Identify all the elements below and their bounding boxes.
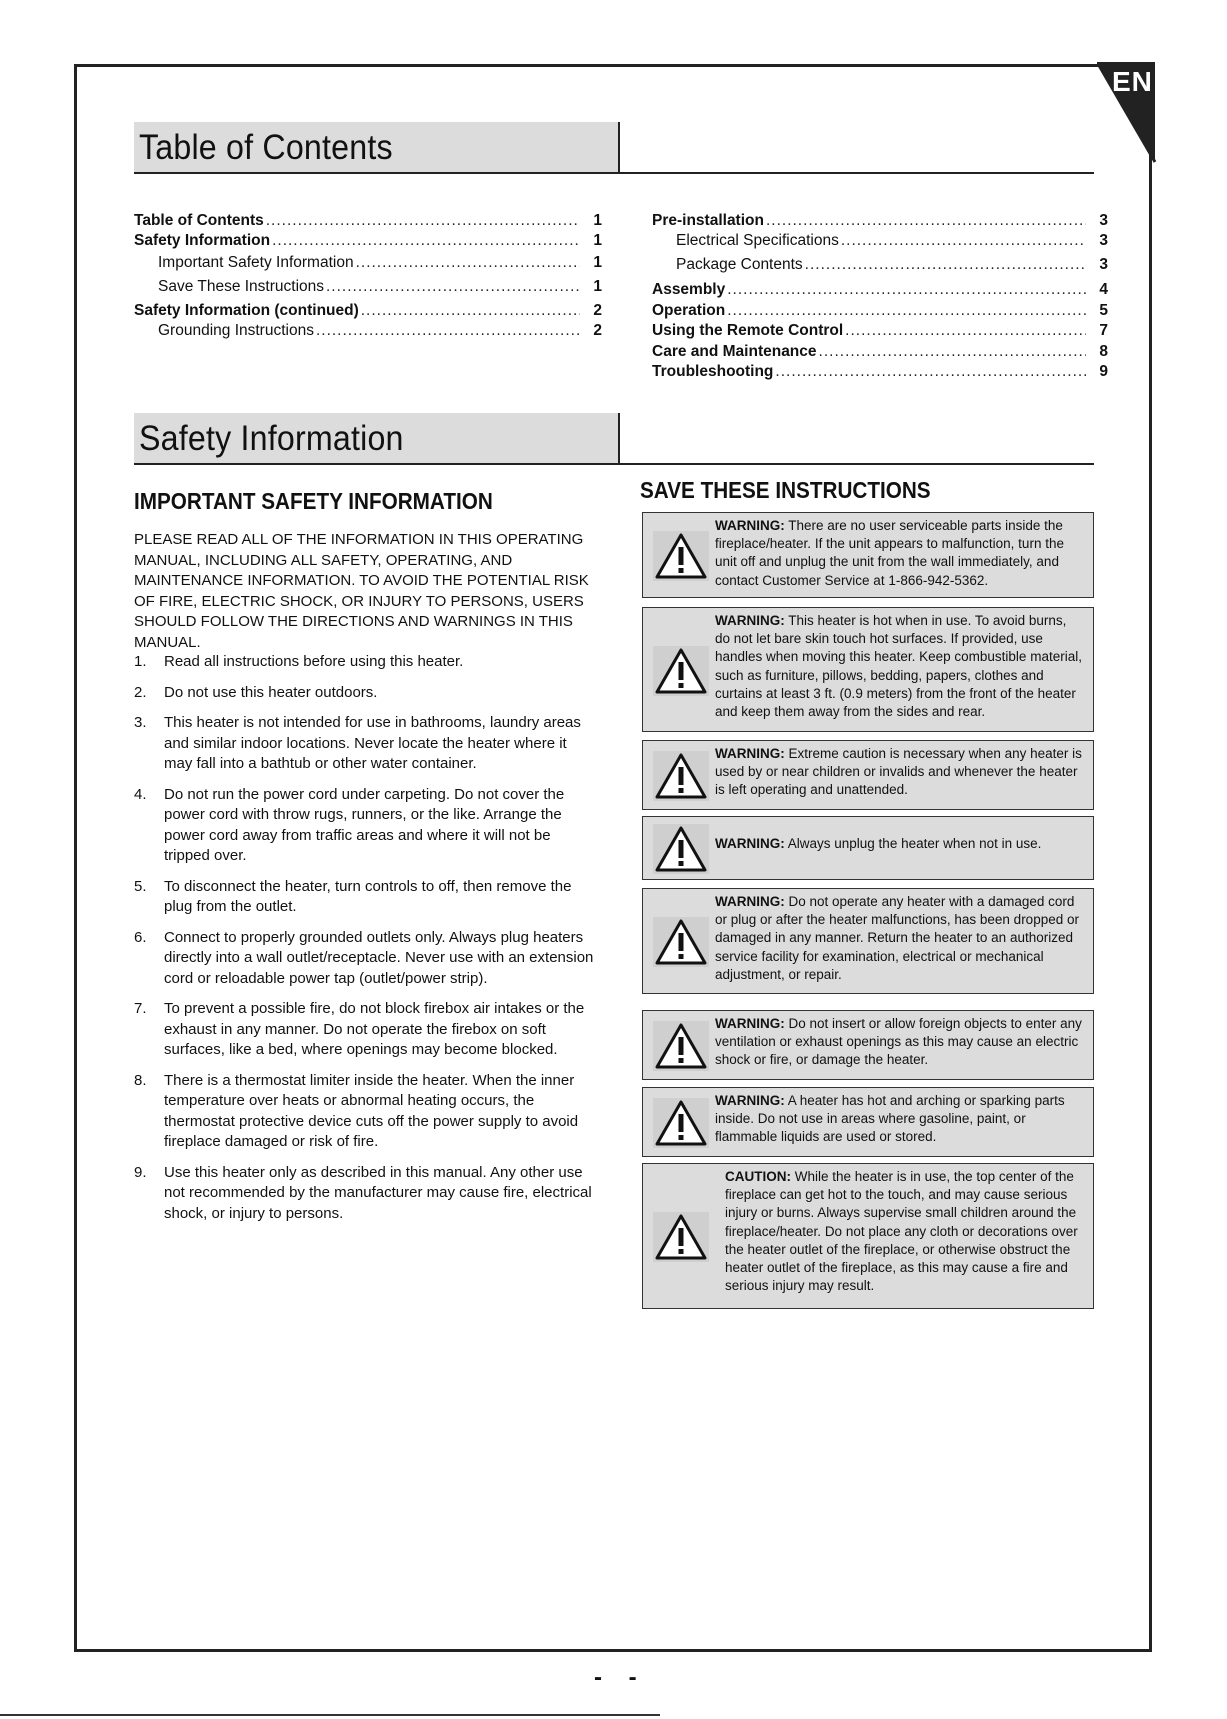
list-item-number: 5. <box>134 877 147 895</box>
warning-text <box>715 612 1085 721</box>
list-item-text: Do not use this heater outdoors. <box>164 683 378 701</box>
toc-entry-label: Table of Contents <box>134 212 264 229</box>
toc-entry-label: Safety Information (continued) <box>134 302 359 319</box>
toc-entry-page: 4 <box>1099 281 1108 298</box>
toc-entry-page: 8 <box>1099 343 1108 360</box>
toc-entry-page: 5 <box>1099 302 1108 319</box>
toc-entry-page: 9 <box>1099 363 1108 380</box>
toc-entry-label: Electrical Specifications <box>676 232 839 249</box>
toc-leader-dots <box>727 302 1086 320</box>
list-item-text: Do not run the power cord under carpeting. Do not cover the power cord with throw rugs, runners, or the like. Arrange the power cord away from traffic areas and where it will not be tripped over. <box>164 785 565 864</box>
list-item-text: To disconnect the heater, turn controls to off, then remove the plug from the outlet. <box>164 877 572 915</box>
warning-label: WARNING: <box>715 1093 785 1108</box>
safety-list-item <box>134 713 596 775</box>
toc-leader-dots <box>316 322 580 340</box>
warning-text <box>715 893 1085 984</box>
toc-entry-label: Troubleshooting <box>652 363 774 380</box>
safety-list-item <box>134 652 596 673</box>
important-safety-heading: IMPORTANT SAFETY INFORMATION <box>134 488 493 514</box>
toc-entry-page: 3 <box>1099 256 1108 273</box>
warning-body: Do not insert or allow foreign objects to enter any ventilation or exhaust openings as this may cause an electric shock or fire, or damage the heater. <box>715 1016 1082 1068</box>
list-item-number: 9. <box>134 1163 147 1181</box>
warning-label: WARNING: <box>715 746 785 761</box>
warning-body: There are no user serviceable parts inside the fireplace/heater. If the unit appears to malfunction, turn the unit off and unplug the unit from the wall immediately, and contact Customer Service at 1-866-942-5362. <box>715 518 1064 588</box>
warning-label: WARNING: <box>715 613 785 628</box>
toc-leader-dots <box>272 232 580 250</box>
safety-heading-bar <box>134 413 1094 465</box>
warning-box <box>642 740 1094 810</box>
warning-label: WARNING: <box>715 518 785 533</box>
toc-entry <box>676 256 1108 274</box>
warning-text <box>715 835 1085 853</box>
list-item-text: Connect to properly grounded outlets only. Always plug heaters directly into a wall outlet/receptacle. Never use with an extension cord or reloadable power tap (outlet/power strip). <box>164 928 594 987</box>
toc-entry-label: Operation <box>652 302 726 319</box>
toc-entry-label: Important Safety Information <box>158 254 354 271</box>
warning-box <box>642 607 1094 732</box>
list-item-number: 3. <box>134 714 147 731</box>
safety-heading: Safety Information <box>139 419 404 458</box>
list-item-number: 1. <box>134 653 147 670</box>
toc-entry-label: Package Contents <box>676 256 803 273</box>
toc-entry <box>676 232 1108 250</box>
warning-body: This heater is hot when in use. To avoid burns, do not let bare skin touch hot surfaces. If provided, use handles when moving this heater. Keep combustible material, such as furniture, pillows, bedding, papers, clothes and curtains at least 3 ft. (0.9 meters) from the front of the heater and keep them away from the sides and rear. <box>715 613 1082 720</box>
toc-entry <box>652 322 1108 340</box>
warning-body: A heater has hot and arching or sparking parts inside. Do not use in areas where gasoline, paint, or flammable liquids are used or stored. <box>715 1093 1065 1145</box>
toc-entry <box>652 363 1108 381</box>
toc-entry-page: 3 <box>1099 212 1108 229</box>
warning-text <box>715 1015 1085 1070</box>
list-item-number: 4. <box>134 785 147 803</box>
safety-list-item <box>134 1071 596 1153</box>
warning-box <box>642 512 1094 598</box>
warning-body: Always unplug the heater when not in use. <box>784 836 1042 851</box>
warning-label: WARNING: <box>715 836 785 851</box>
warning-triangle-icon <box>653 1212 709 1262</box>
toc-entry-label: Care and Maintenance <box>652 343 817 360</box>
toc-leader-dots <box>841 232 1086 250</box>
toc-entry-page: 1 <box>593 278 602 295</box>
list-item-text: To prevent a possible fire, do not block firebox air intakes or the exhaust in any manner. Do not operate the firebox on soft surfaces, like a bed, where openings may become blocked. <box>164 1000 585 1058</box>
warning-label: CAUTION: <box>725 1169 791 1184</box>
safety-list-item <box>134 1163 596 1225</box>
toc-entry-page: 1 <box>593 254 602 271</box>
list-item-number: 6. <box>134 928 147 946</box>
warning-label: WARNING: <box>715 1016 785 1031</box>
toc-entry <box>134 212 602 230</box>
safety-list-item <box>134 683 596 704</box>
safety-list-item <box>134 999 596 1061</box>
list-item-text: Read all instructions before using this heater. <box>164 653 464 670</box>
warning-triangle-icon <box>653 1021 709 1071</box>
toc-entry-label: Grounding Instructions <box>158 322 314 339</box>
toc-entry <box>158 278 602 296</box>
toc-leader-dots <box>845 322 1086 340</box>
safety-list-item <box>134 785 596 867</box>
warning-body: While the heater is in use, the top center of the fireplace can get hot to the touch, and may cause serious injury or burns. Always supervise small children around the fireplace/heater. Do not place any cloth or decorations over the heater outlet of the fireplace, or otherwise obstruct the heater outlet of the fireplace, as this may cause a fire and serious injury may result. <box>725 1169 1078 1294</box>
language-badge: EN <box>1112 66 1153 97</box>
list-item-number: 8. <box>134 1071 147 1089</box>
toc-entry-page: 3 <box>1099 232 1108 249</box>
warning-box <box>642 888 1094 994</box>
toc-entry-label: Safety Information <box>134 232 271 249</box>
warning-box <box>642 1087 1094 1157</box>
warning-triangle-icon <box>653 751 709 801</box>
warning-box <box>642 816 1094 880</box>
toc-leader-dots <box>356 254 580 272</box>
toc-leader-dots <box>361 302 580 320</box>
warning-triangle-icon <box>653 917 709 967</box>
toc-entry <box>652 281 1108 299</box>
warning-triangle-icon <box>653 824 709 874</box>
warning-body: Do not operate any heater with a damaged cord or plug or after the heater malfunctions, has been dropped or damaged in any manner. Return the heater to an authorized service facility for examination, electrical or mechanical adjustment, or repair. <box>715 894 1079 982</box>
warning-label: WARNING: <box>715 894 785 909</box>
warning-triangle-icon <box>653 531 709 581</box>
toc-entry-label: Save These Instructions <box>158 278 324 295</box>
bottom-rule <box>0 1714 660 1716</box>
toc-entry-page: 7 <box>1099 322 1108 339</box>
toc-entry <box>652 343 1108 361</box>
toc-entry <box>158 254 602 272</box>
toc-entry-label: Using the Remote Control <box>652 322 844 339</box>
toc-entry <box>134 302 602 320</box>
toc-leader-dots <box>266 212 580 230</box>
toc-leader-dots <box>819 343 1086 361</box>
warning-text <box>715 745 1085 800</box>
toc-leader-dots <box>805 256 1086 274</box>
toc-heading: Table of Contents <box>139 128 393 167</box>
toc-entry-page: 1 <box>593 212 602 229</box>
warning-triangle-icon <box>653 646 709 696</box>
toc-entry <box>652 302 1108 320</box>
warning-text <box>715 517 1085 590</box>
page-number: - - <box>594 1664 647 1691</box>
list-item-number: 2. <box>134 683 147 701</box>
toc-entry-label: Assembly <box>652 281 726 298</box>
toc-heading-bar <box>134 122 1094 174</box>
toc-leader-dots <box>326 278 580 296</box>
save-instructions-heading: SAVE THESE INSTRUCTIONS <box>640 477 931 503</box>
toc-entry <box>652 212 1108 230</box>
safety-intro: PLEASE READ ALL OF THE INFORMATION IN THIS OPERATING MANUAL, INCLUDING ALL SAFETY, OPERATING, AND MAINTENANCE INFORMATION. TO AVOID THE POTENTIAL RISK OF FIRE, ELECTRIC SHOCK, OR INJURY TO PERSONS, USERS SHOULD FOLLOW THE DIRECTIONS AND WARNINGS IN THIS MANUAL. <box>134 531 589 651</box>
warning-box <box>642 1010 1094 1080</box>
warning-text <box>725 1168 1085 1295</box>
toc-leader-dots <box>766 212 1086 230</box>
toc-entry-label: Pre-installation <box>652 212 764 229</box>
toc-entry <box>158 322 602 340</box>
warning-body: Extreme caution is necessary when any heater is used by or near children or invalids and whenever the heater is left operating and unattended. <box>715 746 1082 798</box>
warning-text <box>715 1092 1085 1147</box>
toc-entry-page: 1 <box>593 232 602 249</box>
toc-leader-dots <box>727 281 1086 299</box>
warning-box <box>642 1163 1094 1309</box>
list-item-text: This heater is not intended for use in bathrooms, laundry areas and similar indoor locations. Never locate the heater where it may fall into a bathtub or other water container. <box>164 714 581 772</box>
list-item-number: 7. <box>134 1000 147 1017</box>
toc-entry-page: 2 <box>593 302 602 319</box>
list-item-text: There is a thermostat limiter inside the heater. When the inner temperature over heats or abnormal heating occurs, the thermostat protective device cuts off the power supply to avoid fireplace damaged or risk of fire. <box>164 1071 579 1150</box>
safety-list <box>134 652 596 1234</box>
toc-leader-dots <box>775 363 1086 381</box>
toc-entry <box>134 232 602 250</box>
warning-triangle-icon <box>653 1098 709 1148</box>
safety-list-item <box>134 877 596 918</box>
list-item-text: Use this heater only as described in this manual. Any other use not recommended by the manufacturer may cause fire, electrical shock, or injury to persons. <box>164 1163 592 1222</box>
safety-list-item <box>134 928 596 990</box>
toc-entry-page: 2 <box>593 322 602 339</box>
